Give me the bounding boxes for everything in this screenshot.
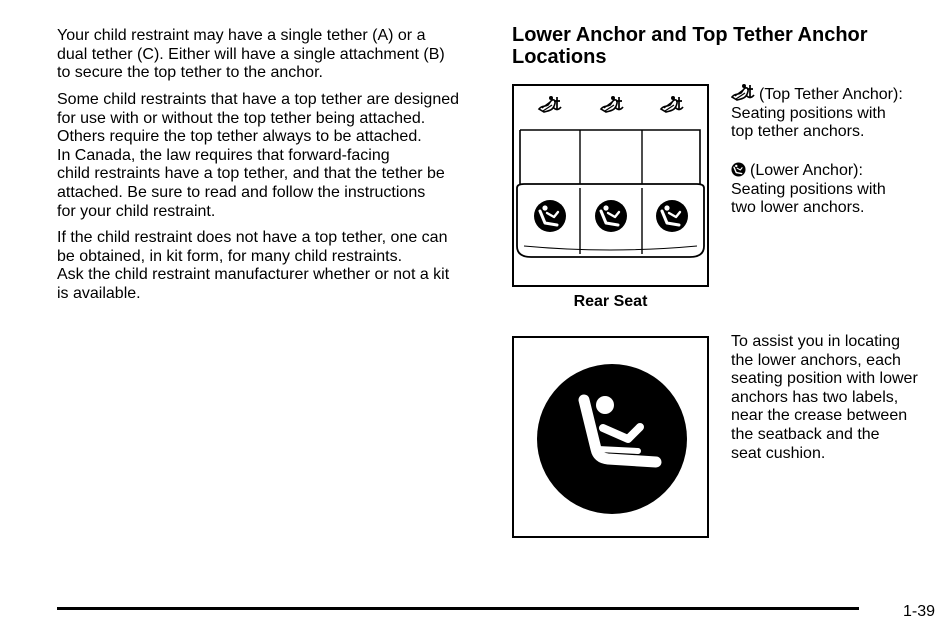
tether-requirements-paragraph <box>57 91 497 221</box>
footer-rule <box>57 607 859 610</box>
rear-seat-diagram <box>512 84 709 287</box>
lower-anchor-icon <box>595 200 627 232</box>
text-line: In Canada, the law requires that forward-facing <box>57 146 390 164</box>
top-tether-legend <box>731 84 903 142</box>
text-line: Seating positions with <box>731 180 886 198</box>
top-tether-anchor-icon <box>731 84 755 101</box>
lower-anchor-symbol-large <box>514 338 707 536</box>
text-line: the lower anchors, each <box>731 351 901 369</box>
text-line: seat cushion. <box>731 444 826 462</box>
lower-anchor-label-figure <box>512 336 709 538</box>
text-line: to secure the top tether to the anchor. <box>57 64 323 82</box>
figure-caption: Rear Seat <box>573 293 648 310</box>
top-tether-anchor-icon <box>539 96 561 112</box>
rear-seat-illustration <box>514 86 707 285</box>
text-line: anchors has two labels, <box>731 388 899 406</box>
text-line: top tether anchors. <box>731 123 865 141</box>
heading-line: Locations <box>512 46 607 68</box>
tether-kit-paragraph <box>57 229 497 303</box>
text-line: dual tether (C). Either will have a single attachment (B) <box>57 45 445 63</box>
text-line: To assist you in locating <box>731 333 900 350</box>
lower-anchor-icon <box>534 200 566 232</box>
text-line: Others require the top tether always to be attached. <box>57 128 422 146</box>
text-line: Some child restraints that have a top tether are designed <box>57 91 460 108</box>
heading-line: Lower Anchor and Top Tether Anchor <box>512 24 868 46</box>
text-line: two lower anchors. <box>731 199 865 217</box>
text-line: be obtained, in kit form, for many child restraints. <box>57 247 403 265</box>
text-line: near the crease between <box>731 407 908 425</box>
top-tether-anchor-icon <box>601 96 623 112</box>
text-line: If the child restraint does not have a top tether, one can <box>57 229 448 246</box>
section-heading <box>512 24 868 68</box>
text-line: seating position with lower <box>731 370 918 388</box>
lower-anchor-icon <box>731 162 746 177</box>
text-line: Ask the child restraint manufacturer whether or not a kit <box>57 266 450 284</box>
text-line: for use with or without the top tether being attached. <box>57 109 426 127</box>
text-line: child restraints have a top tether, and that the tether be <box>57 165 445 183</box>
text-line: the seatback and the <box>731 425 880 443</box>
text-line: is available. <box>57 284 141 302</box>
intro-paragraph <box>57 27 497 83</box>
page-number: 1-39 <box>903 603 936 619</box>
text-line: Your child restraint may have a single tether (A) or a <box>57 27 426 44</box>
lower-anchor-label: (Lower Anchor): <box>750 162 863 179</box>
text-line: Seating positions with <box>731 104 886 122</box>
text-line: for your child restraint. <box>57 202 216 220</box>
top-tether-label: (Top Tether Anchor): <box>759 86 903 103</box>
text-line: attached. Be sure to read and follow the instructions <box>57 183 426 201</box>
lower-anchor-icon <box>656 200 688 232</box>
lower-anchor-labels-paragraph <box>731 333 918 463</box>
lower-anchor-legend <box>731 162 886 218</box>
top-tether-anchor-icon <box>661 96 683 112</box>
